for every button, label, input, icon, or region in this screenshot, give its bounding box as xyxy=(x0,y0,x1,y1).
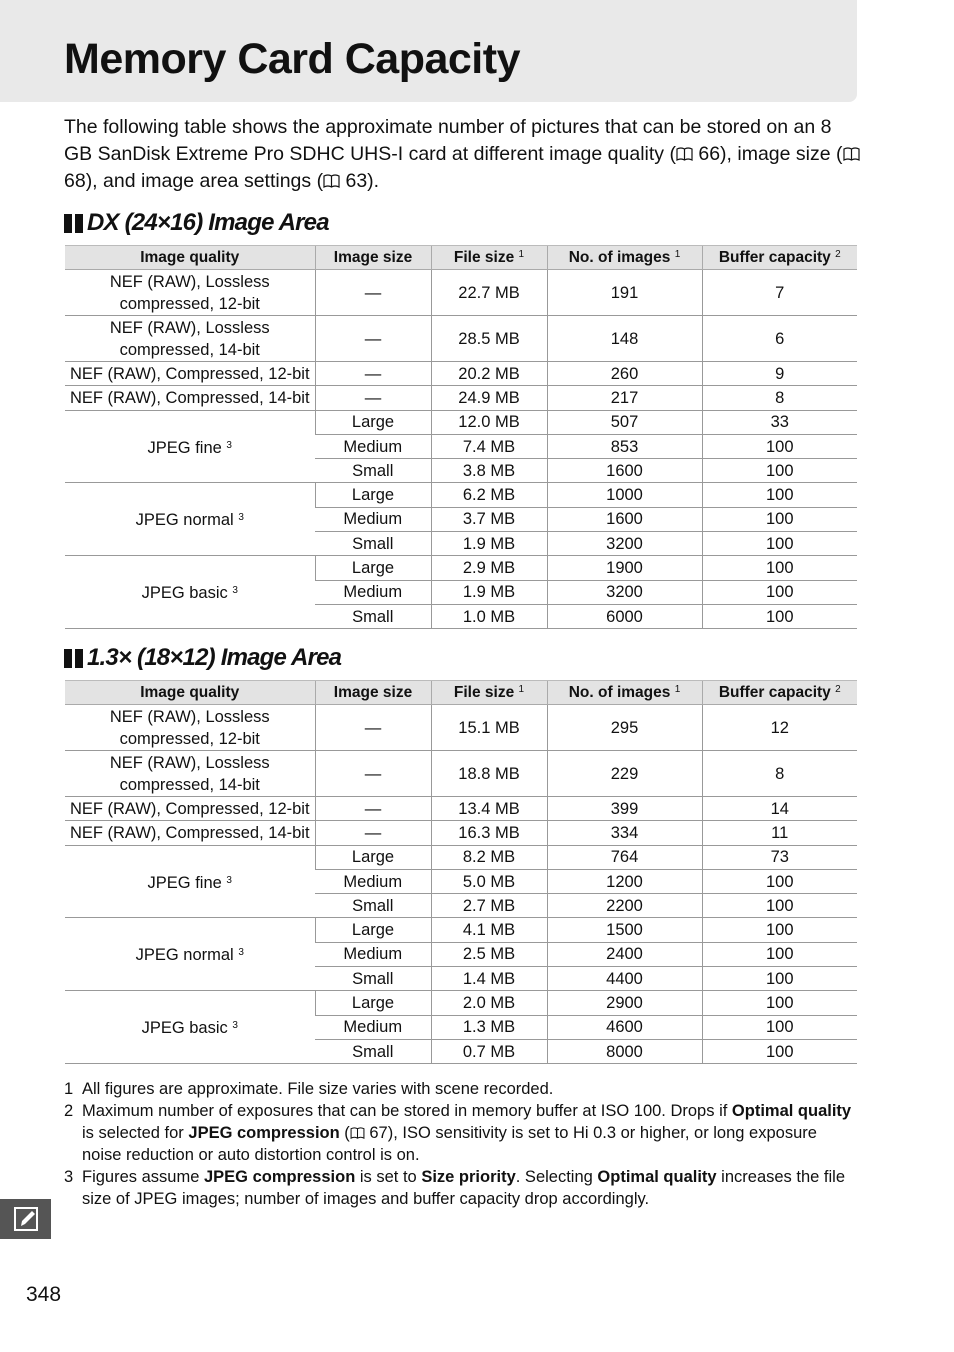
col-buffer-capacity xyxy=(702,246,857,270)
intro-paragraph xyxy=(64,114,864,195)
cell-buffer-capacity: 100 xyxy=(702,532,857,556)
pen-icon xyxy=(13,1206,39,1232)
table-row xyxy=(65,918,857,942)
header-label: No. of images xyxy=(568,683,671,701)
cell-file-size: 16.3 MB xyxy=(431,821,547,845)
cell-no-of-images: 1200 xyxy=(547,869,702,893)
cell-file-size: 2.5 MB xyxy=(431,942,547,966)
header-label: Buffer capacity xyxy=(718,248,831,266)
bold-term: Optimal quality xyxy=(731,1102,852,1120)
cell-text: NEF (RAW), Lossless xyxy=(109,753,270,772)
bold-term: Size priority xyxy=(421,1168,516,1186)
cell-buffer-capacity: 100 xyxy=(702,991,857,1015)
cell-image-size: Large xyxy=(315,410,431,434)
cell-no-of-images: 3200 xyxy=(547,532,702,556)
cell-no-of-images: 260 xyxy=(547,362,702,386)
cell-image-size: Large xyxy=(315,556,431,580)
text: Figures assume xyxy=(82,1168,204,1186)
cell-no-of-images: 1900 xyxy=(547,556,702,580)
cell-image-size: — xyxy=(315,386,431,410)
cell-file-size: 13.4 MB xyxy=(431,797,547,821)
cell-text: JPEG fine xyxy=(147,438,222,457)
cell-image-size: Medium xyxy=(315,434,431,458)
cell-text: JPEG basic xyxy=(141,1019,228,1038)
section-heading-text: 1.3× (18×12) Image Area xyxy=(87,644,342,671)
cell-buffer-capacity: 7 xyxy=(702,270,857,316)
table-row xyxy=(65,386,857,410)
cell-buffer-capacity: 100 xyxy=(702,1039,857,1063)
cell-buffer-capacity: 73 xyxy=(702,845,857,869)
footnote-ref: 1 xyxy=(518,683,525,695)
cell-text: JPEG fine xyxy=(147,873,222,892)
cell-file-size: 8.2 MB xyxy=(431,845,547,869)
cell-text: NEF (RAW), Lossless xyxy=(109,318,270,337)
cell-no-of-images: 217 xyxy=(547,386,702,410)
footnote-ref: 1 xyxy=(674,248,681,260)
header-label: Image size xyxy=(333,248,413,266)
header-label: No. of images xyxy=(568,248,671,266)
footnote-2 xyxy=(64,1100,860,1166)
col-no-of-images xyxy=(547,246,702,270)
cell-image-quality xyxy=(65,386,315,410)
cell-text: NEF (RAW), Compressed, 14-bit xyxy=(69,823,310,842)
header-label: Image quality xyxy=(140,248,240,266)
cell-text: NEF (RAW), Compressed, 14-bit xyxy=(69,388,310,407)
cell-file-size: 15.1 MB xyxy=(431,705,547,751)
cell-image-size: Small xyxy=(315,967,431,991)
cell-no-of-images: 1500 xyxy=(547,918,702,942)
cell-image-size: Large xyxy=(315,483,431,507)
table-row xyxy=(65,705,857,751)
footnote-ref: 3 xyxy=(238,512,244,524)
cell-image-size: Small xyxy=(315,1039,431,1063)
table-header-row xyxy=(65,246,857,270)
cell-text: compressed, 14-bit xyxy=(119,340,260,359)
cell-no-of-images: 6000 xyxy=(547,604,702,628)
table-row xyxy=(65,362,857,386)
footnote-ref: 3 xyxy=(226,439,232,451)
cell-no-of-images: 229 xyxy=(547,751,702,797)
cell-file-size: 20.2 MB xyxy=(431,362,547,386)
cell-file-size: 1.9 MB xyxy=(431,532,547,556)
cell-no-of-images: 2400 xyxy=(547,942,702,966)
book-reference-icon xyxy=(676,147,693,161)
cell-file-size: 1.4 MB xyxy=(431,967,547,991)
footnote-number: 3 xyxy=(64,1168,74,1186)
col-file-size xyxy=(431,246,547,270)
table-row xyxy=(65,845,857,869)
cell-file-size: 2.9 MB xyxy=(431,556,547,580)
cell-image-size: Small xyxy=(315,532,431,556)
footnote-text xyxy=(82,1166,860,1210)
footnotes xyxy=(64,1078,860,1210)
cell-no-of-images: 4600 xyxy=(547,1015,702,1039)
cell-file-size: 28.5 MB xyxy=(431,316,547,362)
cell-image-size: Medium xyxy=(315,580,431,604)
cell-buffer-capacity: 8 xyxy=(702,386,857,410)
text: . Selecting xyxy=(515,1168,598,1186)
cell-text: compressed, 14-bit xyxy=(119,775,260,794)
footnote-ref: 3 xyxy=(238,947,244,959)
cell-buffer-capacity: 100 xyxy=(702,918,857,942)
cell-text: NEF (RAW), Lossless xyxy=(109,272,270,291)
cell-text: JPEG normal xyxy=(135,511,234,530)
cell-image-size: Medium xyxy=(315,942,431,966)
cell-image-size: Small xyxy=(315,894,431,918)
text: increases the file size of JPEG images; number of images and buffer capacity drop accordingly. xyxy=(82,1168,845,1208)
cell-image-size: — xyxy=(315,270,431,316)
cell-no-of-images: 334 xyxy=(547,821,702,845)
header-label: Buffer capacity xyxy=(718,683,831,701)
cell-image-quality xyxy=(65,821,315,845)
footnote-number: 2 xyxy=(64,1102,74,1120)
text: Maximum number of exposures that can be stored in memory buffer at ISO 100. Drops if xyxy=(82,1102,732,1120)
cell-text: NEF (RAW), Compressed, 12-bit xyxy=(69,799,310,818)
col-file-size xyxy=(431,681,547,705)
book-reference-icon xyxy=(350,1127,365,1139)
cell-image-quality xyxy=(65,483,315,556)
cell-buffer-capacity: 100 xyxy=(702,604,857,628)
cell-buffer-capacity: 100 xyxy=(702,1015,857,1039)
cell-image-size: — xyxy=(315,705,431,751)
cell-image-size: — xyxy=(315,316,431,362)
footnote-number: 1 xyxy=(64,1080,74,1098)
col-image-quality xyxy=(65,246,315,270)
cell-buffer-capacity: 100 xyxy=(702,483,857,507)
section-marker-icon xyxy=(64,649,83,668)
cell-no-of-images: 8000 xyxy=(547,1039,702,1063)
cell-file-size: 18.8 MB xyxy=(431,751,547,797)
section-heading-text: DX (24×16) Image Area xyxy=(87,209,329,236)
cell-buffer-capacity: 12 xyxy=(702,705,857,751)
cell-buffer-capacity: 33 xyxy=(702,410,857,434)
cell-buffer-capacity: 11 xyxy=(702,821,857,845)
bold-term: JPEG compression xyxy=(188,1124,340,1142)
cell-buffer-capacity: 14 xyxy=(702,797,857,821)
cell-buffer-capacity: 6 xyxy=(702,316,857,362)
bold-term: JPEG compression xyxy=(203,1168,356,1186)
cell-image-size: Medium xyxy=(315,507,431,531)
cell-image-size: — xyxy=(315,362,431,386)
col-buffer-capacity xyxy=(702,681,857,705)
cell-no-of-images: 4400 xyxy=(547,967,702,991)
footnote-ref: 3 xyxy=(232,585,238,597)
text: is selected for xyxy=(82,1124,189,1142)
cell-buffer-capacity: 8 xyxy=(702,751,857,797)
cell-image-quality xyxy=(65,556,315,629)
cell-image-quality xyxy=(65,362,315,386)
capacity-table-1-3x xyxy=(65,680,857,1064)
cell-file-size: 22.7 MB xyxy=(431,270,547,316)
footnote-ref: 1 xyxy=(518,248,525,260)
cell-file-size: 5.0 MB xyxy=(431,869,547,893)
cell-no-of-images: 191 xyxy=(547,270,702,316)
cell-text: JPEG normal xyxy=(135,946,234,965)
cell-image-size: — xyxy=(315,797,431,821)
table-row xyxy=(65,797,857,821)
intro-text: 63). xyxy=(340,170,380,192)
footnote-1 xyxy=(64,1078,860,1100)
cell-no-of-images: 1000 xyxy=(547,483,702,507)
cell-no-of-images: 1600 xyxy=(547,507,702,531)
cell-image-quality xyxy=(65,797,315,821)
section-marker-icon xyxy=(64,214,83,233)
footnote-ref: 3 xyxy=(226,874,232,886)
cell-file-size: 1.0 MB xyxy=(431,604,547,628)
cell-image-size: Large xyxy=(315,991,431,1015)
cell-no-of-images: 2900 xyxy=(547,991,702,1015)
table-row xyxy=(65,316,857,362)
col-image-quality xyxy=(65,681,315,705)
cell-image-quality xyxy=(65,270,315,316)
cell-buffer-capacity: 100 xyxy=(702,869,857,893)
cell-image-size: Large xyxy=(315,918,431,942)
intro-text: 66), image size ( xyxy=(692,143,843,165)
bold-term: Optimal quality xyxy=(597,1168,717,1186)
text: 67), ISO sensitivity is set to Hi 0.3 or higher, or long exposure noise reduction or auto distortion control is on. xyxy=(82,1124,817,1164)
cell-buffer-capacity: 100 xyxy=(702,894,857,918)
cell-no-of-images: 295 xyxy=(547,705,702,751)
intro-text: The following table shows the approximate number of pictures that can be stored on an 8 GB SanDisk Extreme Pro SDHC UHS-I card at different image quality ( xyxy=(64,116,832,165)
cell-no-of-images: 3200 xyxy=(547,580,702,604)
cell-image-quality xyxy=(65,316,315,362)
footnote-ref: 3 xyxy=(232,1020,238,1032)
cell-buffer-capacity: 9 xyxy=(702,362,857,386)
text: is set to xyxy=(355,1168,422,1186)
cell-no-of-images: 1600 xyxy=(547,459,702,483)
cell-buffer-capacity: 100 xyxy=(702,459,857,483)
cell-buffer-capacity: 100 xyxy=(702,556,857,580)
cell-file-size: 12.0 MB xyxy=(431,410,547,434)
cell-image-size: — xyxy=(315,751,431,797)
cell-no-of-images: 507 xyxy=(547,410,702,434)
page-number: 348 xyxy=(26,1283,62,1306)
cell-no-of-images: 2200 xyxy=(547,894,702,918)
cell-buffer-capacity: 100 xyxy=(702,507,857,531)
cell-image-quality xyxy=(65,845,315,918)
cell-no-of-images: 148 xyxy=(547,316,702,362)
cell-image-size: — xyxy=(315,821,431,845)
capacity-table-dx xyxy=(65,245,857,629)
table-row xyxy=(65,821,857,845)
cell-file-size: 0.7 MB xyxy=(431,1039,547,1063)
book-reference-icon xyxy=(843,147,860,161)
cell-buffer-capacity: 100 xyxy=(702,942,857,966)
footnote-ref: 1 xyxy=(674,683,681,695)
cell-image-size: Large xyxy=(315,845,431,869)
cell-file-size: 3.8 MB xyxy=(431,459,547,483)
cell-image-size: Medium xyxy=(315,869,431,893)
cell-image-quality xyxy=(65,705,315,751)
cell-file-size: 6.2 MB xyxy=(431,483,547,507)
cell-file-size: 24.9 MB xyxy=(431,386,547,410)
header-label: Image quality xyxy=(140,683,240,701)
cell-no-of-images: 399 xyxy=(547,797,702,821)
table-row xyxy=(65,751,857,797)
cell-no-of-images: 764 xyxy=(547,845,702,869)
cell-image-quality xyxy=(65,991,315,1064)
cell-image-size: Small xyxy=(315,604,431,628)
cell-buffer-capacity: 100 xyxy=(702,580,857,604)
header-label: Image size xyxy=(333,683,413,701)
footnote-text xyxy=(82,1100,860,1166)
cell-file-size: 4.1 MB xyxy=(431,918,547,942)
cell-buffer-capacity: 100 xyxy=(702,434,857,458)
table-row xyxy=(65,410,857,434)
book-reference-icon xyxy=(323,174,340,188)
section-heading-1-3x xyxy=(64,646,341,670)
text: ( xyxy=(339,1124,350,1142)
cell-image-size: Medium xyxy=(315,1015,431,1039)
col-image-size xyxy=(315,246,431,270)
cell-image-quality xyxy=(65,410,315,483)
cell-image-quality xyxy=(65,751,315,797)
table-row xyxy=(65,991,857,1015)
table-row xyxy=(65,483,857,507)
header-label: File size xyxy=(453,248,515,266)
cell-file-size: 1.9 MB xyxy=(431,580,547,604)
cell-text: NEF (RAW), Lossless xyxy=(109,707,270,726)
header-label: File size xyxy=(453,683,515,701)
footnote-text: All figures are approximate. File size varies with scene recorded. xyxy=(82,1080,554,1098)
cell-buffer-capacity: 100 xyxy=(702,967,857,991)
cell-file-size: 2.0 MB xyxy=(431,991,547,1015)
cell-image-quality xyxy=(65,918,315,991)
cell-image-size: Small xyxy=(315,459,431,483)
cell-no-of-images: 853 xyxy=(547,434,702,458)
footnote-ref: 2 xyxy=(835,683,841,695)
cell-file-size: 2.7 MB xyxy=(431,894,547,918)
section-heading-dx xyxy=(64,211,329,235)
cell-text: JPEG basic xyxy=(141,584,228,603)
table-header-row xyxy=(65,681,857,705)
pen-tab-icon xyxy=(0,1199,51,1239)
col-no-of-images xyxy=(547,681,702,705)
footnote-ref: 2 xyxy=(835,248,841,260)
cell-text: compressed, 12-bit xyxy=(119,729,260,748)
cell-text: NEF (RAW), Compressed, 12-bit xyxy=(69,364,310,383)
page-title: Memory Card Capacity xyxy=(64,35,520,83)
footnote-3 xyxy=(64,1166,860,1210)
cell-file-size: 1.3 MB xyxy=(431,1015,547,1039)
table-row xyxy=(65,556,857,580)
cell-text: compressed, 12-bit xyxy=(119,294,260,313)
cell-file-size: 7.4 MB xyxy=(431,434,547,458)
intro-text: 68), and image area settings ( xyxy=(64,170,324,192)
cell-file-size: 3.7 MB xyxy=(431,507,547,531)
col-image-size xyxy=(315,681,431,705)
table-row xyxy=(65,270,857,316)
